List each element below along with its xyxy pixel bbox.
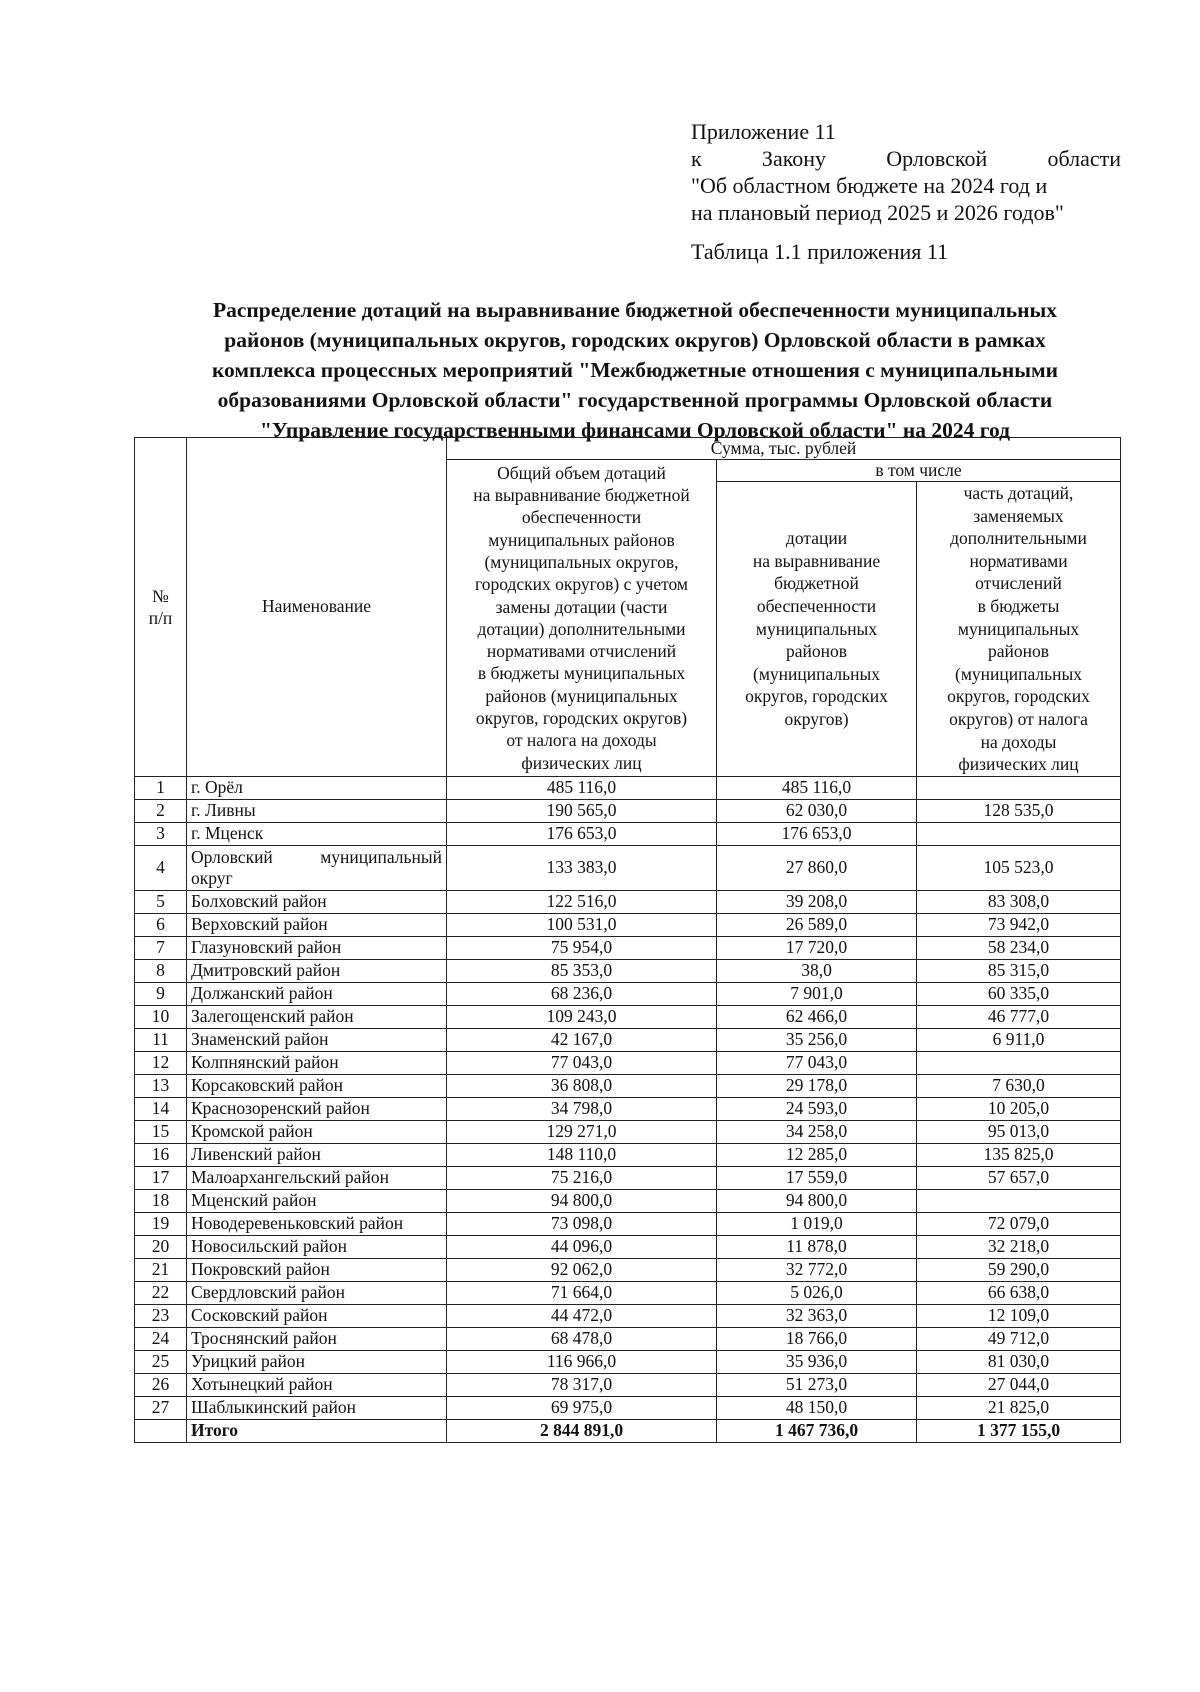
row-replaced: 73 942,0 — [917, 913, 1121, 936]
row-name: Мценский район — [187, 1189, 447, 1212]
row-replaced: 27 044,0 — [917, 1373, 1121, 1396]
header-replaced: часть дотаций, заменяемых дополнительными нормативами отчислений в бюджеты муниципальных районов (муниципальных округов, городских округов) от налога на доходы физических лиц — [917, 482, 1121, 777]
row-replaced: 60 335,0 — [917, 982, 1121, 1005]
row-subsidy: 39 208,0 — [717, 890, 917, 913]
row-replaced: 6 911,0 — [917, 1028, 1121, 1051]
table-row — [135, 799, 1121, 822]
row-total: 129 271,0 — [447, 1120, 717, 1143]
annex-law-region: Орловской — [886, 146, 988, 171]
row-total: 75 954,0 — [447, 936, 717, 959]
row-total: 77 043,0 — [447, 1051, 717, 1074]
row-total: 94 800,0 — [447, 1189, 717, 1212]
row-subsidy: 35 256,0 — [717, 1028, 917, 1051]
row-total: 100 531,0 — [447, 913, 717, 936]
row-name: Малоархангельский район — [187, 1166, 447, 1189]
row-num: 4 — [135, 845, 187, 890]
total-row — [135, 1419, 1121, 1442]
row-replaced: 49 712,0 — [917, 1327, 1121, 1350]
row-subsidy: 62 030,0 — [717, 799, 917, 822]
row-num: 24 — [135, 1327, 187, 1350]
table-row — [135, 1005, 1121, 1028]
table-row — [135, 1097, 1121, 1120]
annex-law-prefix: к — [691, 146, 702, 171]
row-num: 6 — [135, 913, 187, 936]
row-total: 73 098,0 — [447, 1212, 717, 1235]
row-num: 3 — [135, 822, 187, 845]
table-row — [135, 1143, 1121, 1166]
row-replaced: 32 218,0 — [917, 1235, 1121, 1258]
total-num — [135, 1419, 187, 1442]
document-title — [150, 295, 1120, 445]
row-total: 69 975,0 — [447, 1396, 717, 1419]
row-name: Новосильский район — [187, 1235, 447, 1258]
table-row — [135, 1396, 1121, 1419]
row-name: Дмитровский район — [187, 959, 447, 982]
table-row — [135, 1166, 1121, 1189]
annex-reference — [691, 118, 1121, 265]
row-num: 25 — [135, 1350, 187, 1373]
title-line: "Управление государственными финансами Орловской области" на 2024 год — [259, 418, 1011, 442]
table-row — [135, 913, 1121, 936]
row-replaced — [917, 776, 1121, 799]
table-row — [135, 936, 1121, 959]
annex-law-title-1: "Об областном бюджете на 2024 год и — [691, 173, 1048, 198]
table-reference: Таблица 1.1 приложения 11 — [691, 239, 949, 264]
row-num: 17 — [135, 1166, 187, 1189]
row-total: 36 808,0 — [447, 1074, 717, 1097]
row-replaced: 57 657,0 — [917, 1166, 1121, 1189]
table-row — [135, 1350, 1121, 1373]
row-num: 10 — [135, 1005, 187, 1028]
annex-law-word: Закону — [761, 146, 827, 171]
row-subsidy: 24 593,0 — [717, 1097, 917, 1120]
row-name: Орловский муниципальный округ — [187, 845, 447, 890]
row-total: 485 116,0 — [447, 776, 717, 799]
annex-law-oblast: области — [1047, 146, 1121, 171]
row-num: 15 — [135, 1120, 187, 1143]
table-row — [135, 1327, 1121, 1350]
table-row — [135, 1189, 1121, 1212]
table-row — [135, 1304, 1121, 1327]
row-subsidy: 1 019,0 — [717, 1212, 917, 1235]
row-name: Болховский район — [187, 890, 447, 913]
table-row — [135, 845, 1121, 890]
table-row — [135, 1281, 1121, 1304]
row-num: 22 — [135, 1281, 187, 1304]
row-replaced — [917, 1051, 1121, 1074]
row-num: 12 — [135, 1051, 187, 1074]
row-total: 71 664,0 — [447, 1281, 717, 1304]
row-replaced: 7 630,0 — [917, 1074, 1121, 1097]
row-replaced: 81 030,0 — [917, 1350, 1121, 1373]
row-subsidy: 94 800,0 — [717, 1189, 917, 1212]
header-num: № п/п — [135, 438, 187, 777]
row-replaced: 128 535,0 — [917, 799, 1121, 822]
subsidy-table — [134, 437, 1121, 1443]
table-row — [135, 959, 1121, 982]
row-num: 20 — [135, 1235, 187, 1258]
row-num: 8 — [135, 959, 187, 982]
table-row — [135, 822, 1121, 845]
row-subsidy: 77 043,0 — [717, 1051, 917, 1074]
row-replaced: 59 290,0 — [917, 1258, 1121, 1281]
title-line: комплекса процессных мероприятий "Межбюджетные отношения с муниципальными — [211, 358, 1059, 382]
row-name: Свердловский район — [187, 1281, 447, 1304]
row-name: Знаменский район — [187, 1028, 447, 1051]
header-including: в том числе — [717, 460, 1121, 482]
row-replaced: 58 234,0 — [917, 936, 1121, 959]
row-num: 13 — [135, 1074, 187, 1097]
row-subsidy: 17 720,0 — [717, 936, 917, 959]
row-subsidy: 34 258,0 — [717, 1120, 917, 1143]
row-subsidy: 48 150,0 — [717, 1396, 917, 1419]
row-total: 34 798,0 — [447, 1097, 717, 1120]
row-subsidy: 485 116,0 — [717, 776, 917, 799]
row-name: Должанский район — [187, 982, 447, 1005]
row-total: 133 383,0 — [447, 845, 717, 890]
row-name: Краснозоренский район — [187, 1097, 447, 1120]
row-name: Колпнянский район — [187, 1051, 447, 1074]
row-total: 44 472,0 — [447, 1304, 717, 1327]
row-name: г. Ливны — [187, 799, 447, 822]
row-name: Верховский район — [187, 913, 447, 936]
row-subsidy: 26 589,0 — [717, 913, 917, 936]
row-subsidy: 51 273,0 — [717, 1373, 917, 1396]
row-subsidy: 32 363,0 — [717, 1304, 917, 1327]
header-sum: Сумма, тыс. рублей — [447, 438, 1121, 460]
table-row — [135, 1028, 1121, 1051]
row-replaced — [917, 1189, 1121, 1212]
row-replaced: 72 079,0 — [917, 1212, 1121, 1235]
row-subsidy: 17 559,0 — [717, 1166, 917, 1189]
row-num: 21 — [135, 1258, 187, 1281]
row-subsidy: 176 653,0 — [717, 822, 917, 845]
row-total: 75 216,0 — [447, 1166, 717, 1189]
table-body — [135, 776, 1121, 1442]
total-label: Итого — [187, 1419, 447, 1442]
row-subsidy: 11 878,0 — [717, 1235, 917, 1258]
row-name: Сосковский район — [187, 1304, 447, 1327]
row-replaced: 85 315,0 — [917, 959, 1121, 982]
table-row — [135, 1258, 1121, 1281]
row-name: Залегощенский район — [187, 1005, 447, 1028]
row-replaced: 46 777,0 — [917, 1005, 1121, 1028]
row-name: Шаблыкинский район — [187, 1396, 447, 1419]
annex-law-title-2: на плановый период 2025 и 2026 годов" — [691, 200, 1064, 225]
table-row — [135, 1120, 1121, 1143]
row-num: 26 — [135, 1373, 187, 1396]
title-line: Распределение дотаций на выравнивание бюджетной обеспеченности муниципальных — [212, 298, 1058, 322]
row-subsidy: 35 936,0 — [717, 1350, 917, 1373]
row-replaced: 66 638,0 — [917, 1281, 1121, 1304]
row-num: 14 — [135, 1097, 187, 1120]
row-name: г. Орёл — [187, 776, 447, 799]
row-subsidy: 29 178,0 — [717, 1074, 917, 1097]
row-num: 9 — [135, 982, 187, 1005]
table-row — [135, 982, 1121, 1005]
total-total: 2 844 891,0 — [447, 1419, 717, 1442]
row-total: 42 167,0 — [447, 1028, 717, 1051]
row-subsidy: 5 026,0 — [717, 1281, 917, 1304]
annex-number: Приложение 11 — [691, 119, 836, 144]
row-total: 190 565,0 — [447, 799, 717, 822]
row-replaced: 95 013,0 — [917, 1120, 1121, 1143]
row-subsidy: 27 860,0 — [717, 845, 917, 890]
row-total: 109 243,0 — [447, 1005, 717, 1028]
row-total: 44 096,0 — [447, 1235, 717, 1258]
row-subsidy: 12 285,0 — [717, 1143, 917, 1166]
row-name: г. Мценск — [187, 822, 447, 845]
row-num: 1 — [135, 776, 187, 799]
header-subsidy: дотации на выравнивание бюджетной обеспеченности муниципальных районов (муниципальных округов, городских округов) — [717, 482, 917, 777]
row-total: 85 353,0 — [447, 959, 717, 982]
row-name: Корсаковский район — [187, 1074, 447, 1097]
row-replaced: 12 109,0 — [917, 1304, 1121, 1327]
row-num: 19 — [135, 1212, 187, 1235]
row-num: 18 — [135, 1189, 187, 1212]
table-row — [135, 1235, 1121, 1258]
row-replaced: 10 205,0 — [917, 1097, 1121, 1120]
row-name: Кромской район — [187, 1120, 447, 1143]
title-line: образованиями Орловской области" государственной программы Орловской области — [217, 388, 1053, 412]
row-subsidy: 62 466,0 — [717, 1005, 917, 1028]
row-replaced: 21 825,0 — [917, 1396, 1121, 1419]
header-name: Наименование — [187, 438, 447, 777]
table-row — [135, 1051, 1121, 1074]
row-total: 68 478,0 — [447, 1327, 717, 1350]
row-replaced — [917, 822, 1121, 845]
row-total: 148 110,0 — [447, 1143, 717, 1166]
title-line: районов (муниципальных округов, городских округов) Орловской области в рамках — [224, 328, 1046, 352]
row-replaced: 83 308,0 — [917, 890, 1121, 913]
row-total: 68 236,0 — [447, 982, 717, 1005]
row-name: Троснянский район — [187, 1327, 447, 1350]
total-subsidy: 1 467 736,0 — [717, 1419, 917, 1442]
row-num: 5 — [135, 890, 187, 913]
table-row — [135, 1212, 1121, 1235]
total-replaced: 1 377 155,0 — [917, 1419, 1121, 1442]
row-name: Урицкий район — [187, 1350, 447, 1373]
row-num: 23 — [135, 1304, 187, 1327]
table-row — [135, 776, 1121, 799]
row-subsidy: 7 901,0 — [717, 982, 917, 1005]
row-subsidy: 18 766,0 — [717, 1327, 917, 1350]
row-name: Ливенский район — [187, 1143, 447, 1166]
row-num: 27 — [135, 1396, 187, 1419]
row-num: 2 — [135, 799, 187, 822]
row-name: Покровский район — [187, 1258, 447, 1281]
header-total: Общий объем дотаций на выравнивание бюджетной обеспеченности муниципальных районов (муниципальных округов, городских округов) с учетом замены дотации (части дотации) дополнительными нормативами отчислений в бюджеты муниципальных районов (муниципальных округов, городских округов) от налога на доходы физических лиц — [447, 460, 717, 777]
row-total: 116 966,0 — [447, 1350, 717, 1373]
row-num: 16 — [135, 1143, 187, 1166]
row-total: 176 653,0 — [447, 822, 717, 845]
row-num: 11 — [135, 1028, 187, 1051]
row-num: 7 — [135, 936, 187, 959]
row-total: 92 062,0 — [447, 1258, 717, 1281]
row-subsidy: 38,0 — [717, 959, 917, 982]
row-replaced: 135 825,0 — [917, 1143, 1121, 1166]
row-replaced: 105 523,0 — [917, 845, 1121, 890]
row-total: 78 317,0 — [447, 1373, 717, 1396]
annex-law-line — [691, 145, 1121, 172]
row-name: Глазуновский район — [187, 936, 447, 959]
row-name: Хотынецкий район — [187, 1373, 447, 1396]
row-subsidy: 32 772,0 — [717, 1258, 917, 1281]
row-name: Новодеревеньковский район — [187, 1212, 447, 1235]
row-total: 122 516,0 — [447, 890, 717, 913]
table-row — [135, 1373, 1121, 1396]
table-row — [135, 890, 1121, 913]
table-row — [135, 1074, 1121, 1097]
